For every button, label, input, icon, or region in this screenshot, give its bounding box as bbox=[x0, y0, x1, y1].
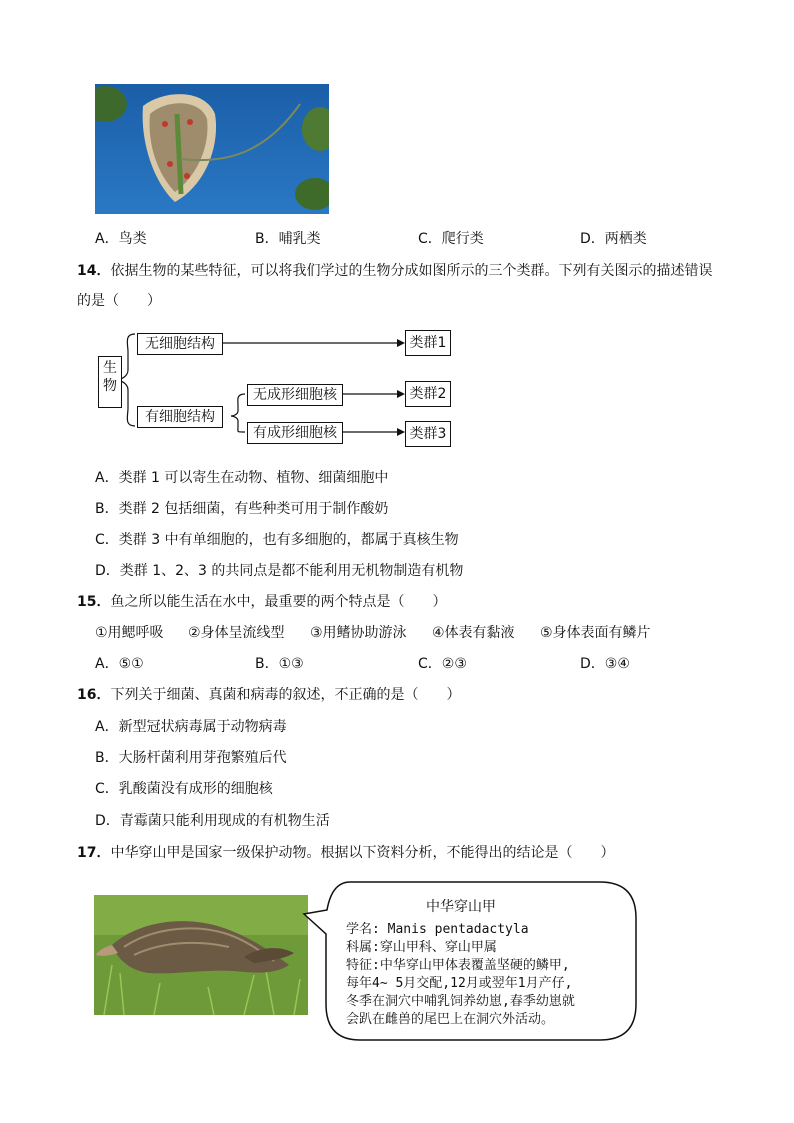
diagram-no-nucleus-box: 无成形细胞核 bbox=[247, 384, 343, 406]
q13-option-d: D．两栖类 bbox=[580, 231, 647, 247]
bubble-title: 中华穿山甲 bbox=[426, 899, 496, 915]
q14-option-b: B．类群 2 包括细菌，有些种类可用于制作酸奶 bbox=[95, 501, 389, 517]
q14-stem-line2: 的是（ ） bbox=[77, 293, 161, 309]
bubble-line-family: 科属:穿山甲科、穿山甲属 bbox=[346, 940, 497, 955]
q16-stem bbox=[77, 684, 460, 704]
q15-statement-4: ④体表有黏液 bbox=[432, 625, 515, 641]
diagram-root-box bbox=[98, 356, 122, 408]
diagram-root-label: 生物 bbox=[103, 360, 117, 394]
q15-stem-text: 鱼之所以能生活在水中，最重要的两个特点是（ ） bbox=[110, 594, 447, 610]
bubble-line-spring: 会趴在雌兽的尾巴上在洞穴外活动。 bbox=[346, 1012, 555, 1027]
q15-stem bbox=[77, 591, 446, 611]
q13-option-b: B．哺乳类 bbox=[255, 231, 321, 247]
diagram-cell-box: 有细胞结构 bbox=[137, 406, 223, 428]
diagram-group2-box: 类群2 bbox=[405, 381, 451, 407]
q14-option-a: A．类群 1 可以寄生在动物、植物、细菌细胞中 bbox=[95, 470, 389, 486]
bubble-line-winter: 冬季在洞穴中哺乳饲养幼崽,春季幼崽就 bbox=[346, 994, 575, 1009]
q15-statement-2: ②身体呈流线型 bbox=[188, 625, 285, 641]
q17-stem-text: 中华穿山甲是国家一级保护动物。根据以下资料分析，不能得出的结论是（ ） bbox=[110, 845, 615, 861]
q15-option-c: C．②③ bbox=[418, 656, 467, 672]
q15-statement-3: ③用鳍协助游泳 bbox=[310, 625, 407, 641]
q15-number: 15． bbox=[77, 594, 111, 610]
q14-option-c: C．类群 3 中有单细胞的，也有多细胞的，都属于真核生物 bbox=[95, 532, 459, 548]
q13-option-c: C．爬行类 bbox=[418, 231, 484, 247]
diagram-has-nucleus-box: 有成形细胞核 bbox=[247, 422, 343, 444]
q16-option-c: C．乳酸菌没有成形的细胞核 bbox=[95, 781, 273, 797]
info-speech-bubble bbox=[300, 880, 640, 1044]
diagram-no-cell-box: 无细胞结构 bbox=[137, 333, 223, 355]
q16-option-d: D．青霉菌只能利用现成的有机物生活 bbox=[95, 813, 330, 829]
diagram-group1-box: 类群1 bbox=[405, 330, 451, 356]
q15-statement-1: ①用鳃呼吸 bbox=[95, 625, 164, 641]
q14-option-d: D．类群 1、2、3 的共同点是都不能利用无机物制造有机物 bbox=[95, 563, 464, 579]
q15-statement-5: ⑤身体表面有鳞片 bbox=[540, 625, 651, 641]
q14-stem-line1 bbox=[77, 260, 712, 280]
bubble-line-features: 特征:中华穿山甲体表覆盖坚硬的鳞甲, bbox=[346, 958, 570, 973]
diagram-group3-box: 类群3 bbox=[405, 421, 451, 447]
q14-number: 14． bbox=[77, 263, 111, 279]
bubble-line-scientific-name: 学名: Manis pentadactyla bbox=[346, 922, 529, 937]
q16-stem-text: 下列关于细菌、真菌和病毒的叙述，不正确的是（ ） bbox=[110, 687, 461, 703]
pangolin-photo bbox=[94, 895, 308, 1015]
q15-option-a: A．⑤① bbox=[95, 656, 144, 672]
flying-lizard-photo bbox=[95, 84, 329, 214]
q15-option-b: B．①③ bbox=[255, 656, 304, 672]
q16-option-b: B．大肠杆菌利用芽孢繁殖后代 bbox=[95, 750, 287, 766]
q17-number: 17． bbox=[77, 845, 111, 861]
q14-stem-text: 依据生物的某些特征，可以将我们学过的生物分成如图所示的三个类群。下列有关图示的描述错误 bbox=[110, 263, 713, 279]
q17-stem bbox=[77, 842, 614, 862]
q15-option-d: D．③④ bbox=[580, 656, 630, 672]
q13-option-a: A．鸟类 bbox=[95, 231, 147, 247]
bubble-line-mating: 每年4~ 5月交配,12月或翌年1月产仔, bbox=[346, 976, 573, 991]
q16-number: 16． bbox=[77, 687, 111, 703]
q16-option-a: A．新型冠状病毒属于动物病毒 bbox=[95, 719, 287, 735]
